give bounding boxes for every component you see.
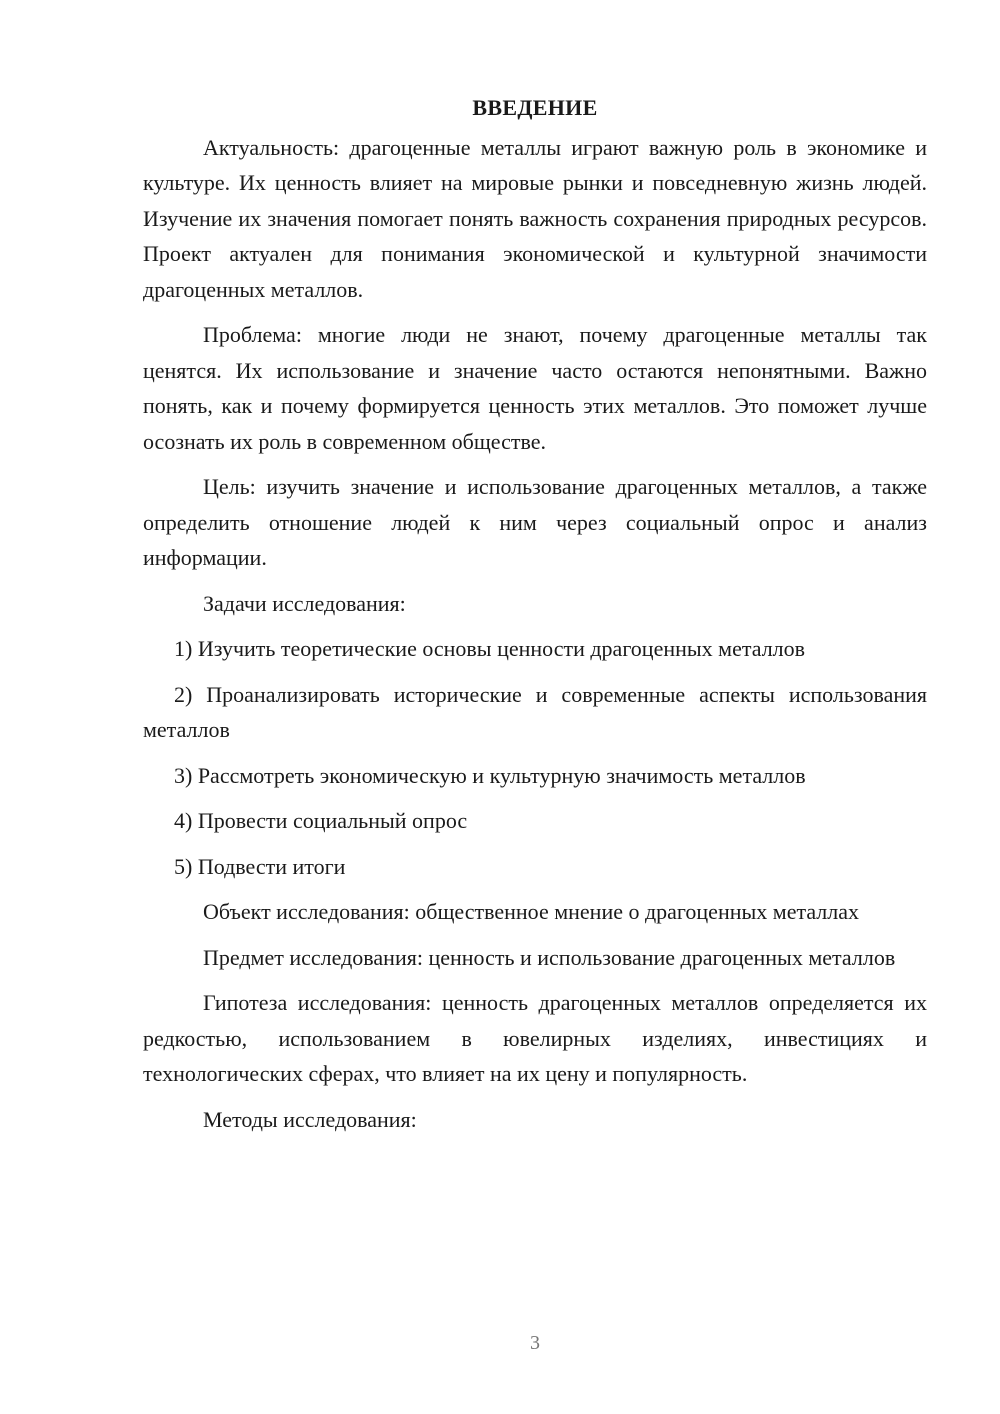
methods-heading: Методы исследования: <box>203 1106 417 1132</box>
paragraph-object: Объект исследования: общественное мнение о драгоценных металлах <box>203 899 860 924</box>
task-item-4: 4) Провести социальный опрос <box>174 808 468 833</box>
paragraph-hypothesis: Гипотеза исследования: ценность драгоценных металлов определяется их редкостью, использованием в ювелирных изделиях, инвестициях и технологических сферах, что влияет на их цену и популярность. <box>143 990 927 1086</box>
paragraph-problem: Проблема: многие люди не знают, почему драгоценные металлы так ценятся. Их использование и значение часто остаются непонятными. Важно понять, как и почему формируется ценность этих металлов. Это поможет лучше осознать их роль в современном обществе. <box>143 322 927 454</box>
task-item-5: 5) Подвести итоги <box>174 853 346 879</box>
page-title: ВВЕДЕНИЕ <box>472 95 598 120</box>
page-number: 3 <box>530 1332 540 1354</box>
tasks-heading: Задачи исследования: <box>203 590 406 616</box>
task-item-1: 1) Изучить теоретические основы ценности драгоценных металлов <box>174 636 806 661</box>
task-item-3: 3) Рассмотреть экономическую и культурную значимость металлов <box>174 762 806 788</box>
document-page <box>143 90 927 1147</box>
paragraph-subject: Предмет исследования: ценность и использование драгоценных металлов <box>203 944 896 970</box>
paragraph-goal: Цель: изучить значение и использование драгоценных металлов, а также определить отношение людей к ним через социальный опрос и анализ информации. <box>143 474 927 570</box>
task-item-2: 2) Проанализировать исторические и современные аспекты использования металлов <box>143 681 927 742</box>
paragraph-relevance: Актуальность: драгоценные металлы играют важную роль в экономике и культуре. Их ценность влияет на мировые рынки и повседневную жизнь людей. Изучение их значения помогает понять важность сохранения природных ресурсов. Проект актуален для понимания экономической и культурной значимости драгоценных металлов. <box>143 134 927 302</box>
